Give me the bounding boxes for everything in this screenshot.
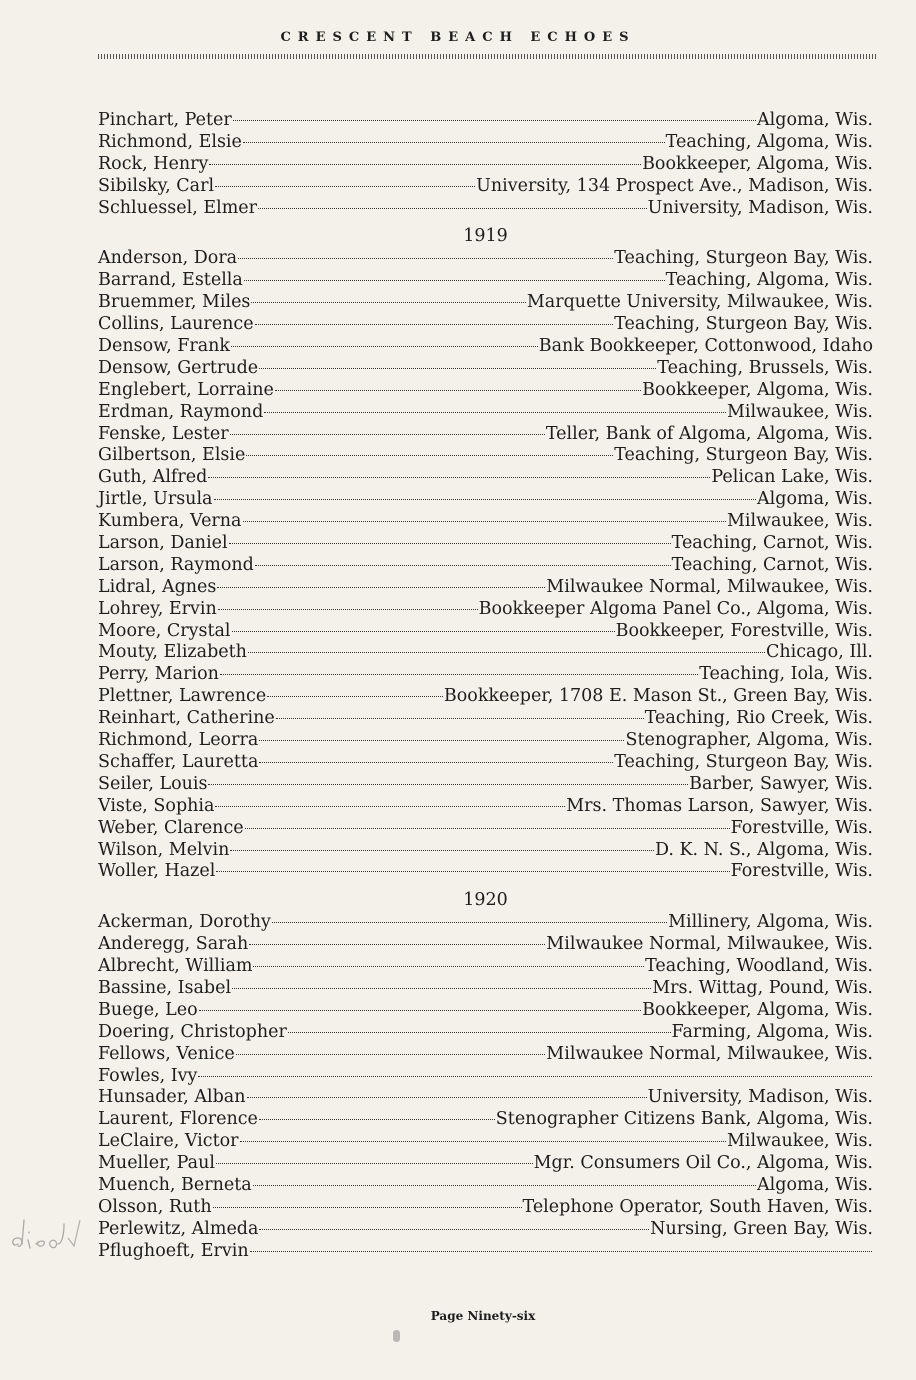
dot-leader (217, 586, 545, 588)
entry-name: Schluessel, Elmer (98, 197, 258, 218)
page-number: Page Ninety-six (430, 1309, 536, 1323)
entry-name: Moore, Crystal (98, 620, 231, 641)
list-item (98, 956, 873, 978)
entry-name: LeClaire, Victor (98, 1131, 239, 1152)
entry-location: Algoma, Wis. (757, 110, 873, 130)
dot-leader (238, 257, 613, 259)
list-item (98, 154, 873, 176)
list-item (98, 424, 873, 446)
dot-leader (259, 739, 624, 741)
year-heading: 1919 (463, 226, 508, 247)
entry-location: Algoma, Wis. (757, 1174, 873, 1195)
entry-location: Algoma, Wis. (757, 489, 873, 510)
dot-leader (264, 411, 726, 413)
list-item (98, 912, 873, 934)
list-item (98, 1000, 873, 1022)
entry-location: Stenographer Citizens Bank, Algoma, Wis. (495, 1109, 873, 1130)
dot-leader (215, 805, 565, 807)
dot-leader (230, 433, 545, 435)
entry-name: Fenske, Lester (98, 423, 229, 444)
list-item (98, 489, 873, 511)
entry-name: Buege, Leo (98, 999, 198, 1020)
dot-leader (230, 849, 654, 851)
dot-leader (258, 207, 647, 209)
entry-name: Jirtle, Ursula (98, 489, 213, 510)
entry-name: Richmond, Elsie (98, 131, 242, 152)
list-item (98, 292, 873, 314)
entry-location: Bookkeeper, Algoma, Wis. (642, 379, 873, 400)
list-item (98, 402, 873, 424)
dot-leader (272, 921, 667, 923)
dot-leader (240, 1140, 726, 1142)
list-item (98, 577, 873, 599)
entry-name: Densow, Gertrude (98, 357, 259, 378)
dot-leader (213, 1206, 522, 1208)
list-item (98, 1153, 873, 1175)
entry-name: Pinchart, Peter (98, 110, 232, 130)
dot-leader (215, 185, 475, 187)
entry-location: Nursing, Green Bay, Wis. (650, 1218, 873, 1239)
entry-name: Woller, Hazel (98, 861, 216, 882)
dot-leader (243, 141, 665, 143)
entry-name: Weber, Clarence (98, 817, 244, 838)
list-item (98, 1219, 873, 1241)
entry-location: Teller, Bank of Algoma, Algoma, Wis. (545, 423, 873, 444)
dot-leader (245, 827, 730, 829)
entry-location: Bookkeeper Algoma Panel Co., Algoma, Wis. (478, 598, 873, 619)
entry-name: Mouty, Elizabeth (98, 642, 247, 663)
entry-location: Milwaukee Normal, Milwaukee, Wis. (546, 934, 873, 955)
entry-location: Teaching, Sturgeon Bay, Wis. (614, 314, 873, 335)
dot-leader (259, 367, 656, 369)
entry-name: Schaffer, Lauretta (98, 751, 259, 772)
entry-name: Plettner, Lawrence (98, 686, 267, 707)
entry-name: Bruemmer, Miles (98, 292, 251, 313)
page-header-title: CRESCENT BEACH ECHOES (280, 30, 636, 45)
entry-location: University, Madison, Wis. (647, 197, 873, 218)
dot-leader (218, 608, 478, 610)
list-item (98, 1044, 873, 1066)
dot-leader (251, 301, 525, 303)
list-item (98, 686, 873, 708)
list-item (98, 1197, 873, 1219)
entry-name: Collins, Laurence (98, 314, 254, 335)
list-item (98, 248, 873, 270)
entry-location: Mrs. Wittag, Pound, Wis. (652, 977, 873, 998)
list-item (98, 978, 873, 1000)
dot-leader (255, 323, 614, 325)
entry-location: Teaching, Iola, Wis. (699, 664, 873, 685)
entry-name: Laurent, Florence (98, 1109, 258, 1130)
dot-leader (275, 389, 641, 391)
dot-leader (220, 673, 698, 675)
entry-location: Bookkeeper, Algoma, Wis. (642, 999, 873, 1020)
entry-location: Milwaukee, Wis. (726, 1131, 873, 1152)
entry-name: Albrecht, William (98, 956, 253, 977)
entry-location: Teaching, Algoma, Wis. (665, 270, 873, 291)
list-item (98, 380, 873, 402)
entry-location: Farming, Algoma, Wis. (671, 1021, 873, 1042)
header-rule (98, 54, 876, 59)
entry-name: Anderegg, Sarah (98, 934, 249, 955)
year-group (98, 110, 873, 219)
entry-name: Kumbera, Verna (98, 511, 242, 532)
entry-location: University, 134 Prospect Ave., Madison, Wis. (476, 175, 873, 196)
ink-smudge (393, 1330, 400, 1342)
dot-leader (253, 965, 644, 967)
dot-leader (232, 987, 651, 989)
entry-name: Mueller, Paul (98, 1153, 215, 1174)
dot-leader (259, 761, 613, 763)
entry-name: Lidral, Agnes (98, 576, 217, 597)
entry-name: Bassine, Isabel (98, 977, 232, 998)
list-item (98, 110, 873, 132)
dot-leader (248, 651, 765, 653)
entry-location: Milwaukee Normal, Milwaukee, Wis. (546, 1043, 873, 1064)
dot-leader (233, 119, 756, 121)
entry-name: Larson, Raymond (98, 554, 254, 575)
dot-leader (229, 542, 671, 544)
entry-name: Rock, Henry (98, 153, 209, 174)
entry-location: Teaching, Sturgeon Bay, Wis. (614, 751, 873, 772)
dot-leader (249, 943, 545, 945)
entry-location: Pelican Lake, Wis. (711, 467, 873, 488)
dot-leader (231, 345, 538, 347)
dot-leader (259, 1228, 649, 1230)
entry-name: Seiler, Louis (98, 773, 208, 794)
entry-name: Fowles, Ivy (98, 1065, 198, 1086)
dot-leader (255, 564, 671, 566)
dot-leader (259, 1118, 495, 1120)
entry-name: Fellows, Venice (98, 1043, 235, 1064)
list-item (98, 1087, 873, 1109)
list-item (98, 555, 873, 577)
list-item (98, 599, 873, 621)
entry-name: Guth, Alfred (98, 467, 208, 488)
entry-name: Perry, Marion (98, 664, 219, 685)
entry-location: Marquette University, Milwaukee, Wis. (526, 292, 873, 313)
list-item (98, 840, 873, 862)
dot-leader (216, 870, 729, 872)
list-item (98, 1131, 873, 1153)
dot-leader (214, 498, 757, 500)
entry-location: University, Madison, Wis. (647, 1087, 873, 1108)
entry-name: Wilson, Melvin (98, 839, 230, 860)
entry-location: Teaching, Brussels, Wis. (657, 357, 873, 378)
dot-leader (253, 1184, 756, 1186)
entry-name: Pflughoeft, Ervin (98, 1240, 249, 1261)
dot-leader (208, 783, 688, 785)
year-group (98, 225, 873, 883)
list-item (98, 176, 873, 198)
list-item (98, 270, 873, 292)
entry-location: Barber, Sawyer, Wis. (689, 773, 873, 794)
list-item (98, 198, 873, 220)
dot-leader (216, 1162, 533, 1164)
entry-name: Hunsader, Alban (98, 1087, 246, 1108)
entry-location: Milwaukee, Wis. (726, 401, 873, 422)
entry-location: Teaching, Carnot, Wis. (671, 533, 873, 554)
list-item (98, 664, 873, 686)
dot-leader (276, 717, 644, 719)
entry-location: D. K. N. S., Algoma, Wis. (654, 839, 873, 860)
entry-name: Reinhart, Catherine (98, 708, 275, 729)
list-item (98, 621, 873, 643)
dot-leader (247, 1096, 647, 1098)
entry-name: Lohrey, Ervin (98, 598, 217, 619)
list-item (98, 314, 873, 336)
list-item (98, 1175, 873, 1197)
entry-location: Mrs. Thomas Larson, Sawyer, Wis. (566, 795, 873, 816)
list-item (98, 533, 873, 555)
entry-name: Olsson, Ruth (98, 1196, 212, 1217)
entry-name: Richmond, Leorra (98, 730, 259, 751)
entry-location: Milwaukee, Wis. (726, 511, 873, 532)
entry-location: Bookkeeper, Algoma, Wis. (642, 153, 873, 174)
year-group (98, 889, 873, 1262)
list-item (98, 708, 873, 730)
dot-leader (236, 1053, 546, 1055)
dot-leader (208, 476, 710, 478)
list-item (98, 1022, 873, 1044)
list-item (98, 642, 873, 664)
entry-name: Anderson, Dora (98, 248, 238, 269)
entry-location: Telephone Operator, South Haven, Wis. (522, 1196, 873, 1217)
list-item (98, 934, 873, 956)
entry-name: Doering, Christopher (98, 1021, 287, 1042)
entry-name: Sibilsky, Carl (98, 175, 215, 196)
entry-location: Forestville, Wis. (730, 861, 873, 882)
entry-name: Viste, Sophia (98, 795, 215, 816)
list-item (98, 445, 873, 467)
entry-name: Barrand, Estella (98, 270, 243, 291)
list-item (98, 1241, 873, 1263)
entry-name: Gilbertson, Elsie (98, 445, 246, 466)
entry-location: Teaching, Carnot, Wis. (671, 554, 873, 575)
list-item (98, 1066, 873, 1088)
dot-leader (243, 520, 726, 522)
entry-location: Bookkeeper, Forestville, Wis. (615, 620, 873, 641)
entry-name: Perlewitz, Almeda (98, 1218, 259, 1239)
list-item (98, 730, 873, 752)
list-item (98, 861, 873, 883)
dot-leader (288, 1031, 671, 1033)
alumni-directory-list (98, 110, 873, 1263)
list-item (98, 774, 873, 796)
list-item (98, 358, 873, 380)
entry-location: Teaching, Sturgeon Bay, Wis. (614, 248, 873, 269)
entry-location: Millinery, Algoma, Wis. (668, 912, 873, 933)
entry-location: Forestville, Wis. (730, 817, 873, 838)
entry-location: Milwaukee Normal, Milwaukee, Wis. (546, 576, 873, 597)
entry-name: Englebert, Lorraine (98, 379, 274, 400)
entry-location: Teaching, Sturgeon Bay, Wis. (614, 445, 873, 466)
entry-location: Bookkeeper, 1708 E. Mason St., Green Bay, Wis. (443, 686, 873, 707)
dot-leader (232, 630, 615, 632)
dot-leader (250, 1250, 872, 1252)
list-item (98, 467, 873, 489)
entry-location: Mgr. Consumers Oil Co., Algoma, Wis. (533, 1153, 873, 1174)
entry-name: Erdman, Raymond (98, 401, 264, 422)
list-item (98, 336, 873, 358)
entry-name: Densow, Frank (98, 336, 231, 357)
entry-location: Chicago, Ill. (765, 642, 873, 663)
entry-location: Teaching, Woodland, Wis. (645, 956, 873, 977)
dot-leader (199, 1009, 641, 1011)
dot-leader (198, 1075, 872, 1077)
list-item (98, 132, 873, 154)
entry-location: Teaching, Algoma, Wis. (665, 131, 873, 152)
list-item (98, 818, 873, 840)
entry-location: Teaching, Rio Creek, Wis. (644, 708, 873, 729)
dot-leader (209, 163, 641, 165)
dot-leader (267, 695, 443, 697)
list-item (98, 752, 873, 774)
entry-name: Ackerman, Dorothy (98, 912, 271, 933)
entry-location: Stenographer, Algoma, Wis. (625, 730, 873, 751)
dot-leader (246, 454, 613, 456)
year-heading: 1920 (463, 890, 508, 911)
entry-location: Bank Bookkeeper, Cottonwood, Idaho (538, 336, 873, 357)
dot-leader (244, 279, 665, 281)
entry-name: Muench, Berneta (98, 1174, 252, 1195)
list-item (98, 1109, 873, 1131)
list-item (98, 511, 873, 533)
entry-name: Larson, Daniel (98, 533, 228, 554)
list-item (98, 796, 873, 818)
handwritten-margin-note (6, 1214, 96, 1258)
